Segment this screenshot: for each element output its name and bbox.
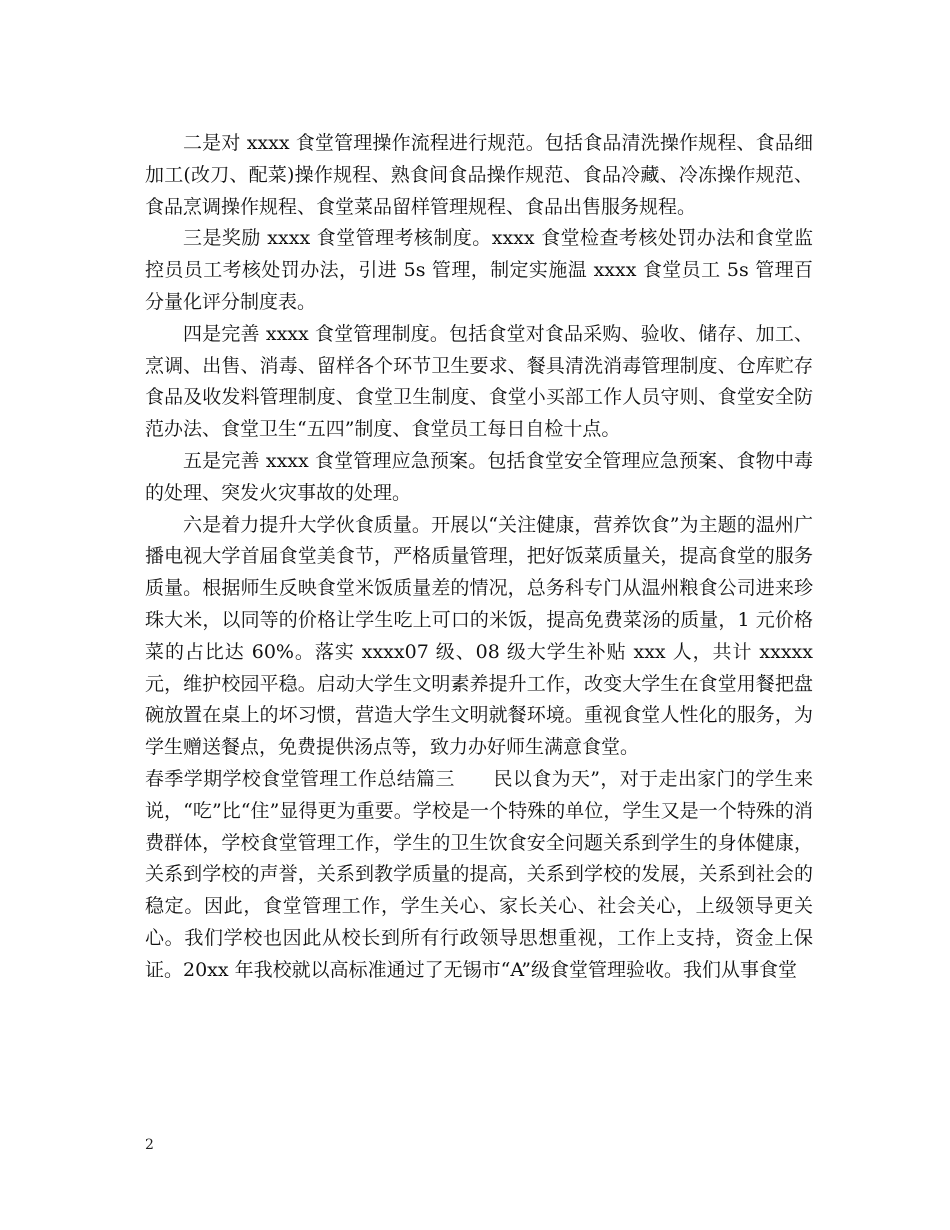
body-text	[145, 128, 813, 987]
paragraph-summary-part-three: 春季学期学校食堂管理工作总结篇三 民以食为天”，对于走出家门的学生来说，“吃”比“住”显得更为重要。学校是一个特殊的单位，学生又是一个特殊的消费群体，学校食堂管理工作，学生的卫生饮食安全问题关系到学生的身体健康，关系到学校的声誉，关系到教学质量的提高，关系到学校的发展，关系到社会的稳定。因此，食堂管理工作，学生关心、家长关心、社会关心，上级领导更关心。我们学校也因此从校长到所有行政领导思想重视，工作上支持，资金上保证。20xx 年我校就以高标准通过了无锡市“A”级食堂管理验收。我们从事食堂	[145, 767, 813, 981]
paragraph-operation-procedures: 二是对 xxxx 食堂管理操作流程进行规范。包括食品清洗操作规程、食品细加工(改刀、配菜)操作规程、熟食间食品操作规范、食品冷藏、冷冻操作规范、食品烹调操作规程、食堂菜品留样管理规程、食品出售服务规程。	[145, 132, 813, 218]
paragraph-assessment-system: 三是奖励 xxxx 食堂管理考核制度。xxxx 食堂检查考核处罚办法和食堂监控员员工考核处罚办法，引进 5s 管理，制定实施温 xxxx 食堂员工 5s 管理百分量化评分制度表。	[145, 227, 813, 313]
paragraph-management-rules: 四是完善 xxxx 食堂管理制度。包括食堂对食品采购、验收、储存、加工、烹调、出售、消毒、留样各个环节卫生要求、餐具清洗消毒管理制度、仓库贮存食品及收发料管理制度、食堂卫生制度、食堂小买部工作人员守则、食堂安全防范办法、食堂卫生“五四”制度、食堂员工每日自检十点。	[145, 322, 813, 441]
paragraph-food-quality: 六是着力提升大学伙食质量。开展以“关注健康，营养饮食”为主题的温州广播电视大学首届食堂美食节，严格质量管理，把好饭菜质量关，提高食堂的服务质量。根据师生反映食堂米饭质量差的情况，总务科专门从温州粮食公司进来珍珠大米，以同等的价格让学生吃上可口的米饭，提高免费菜汤的质量，1 元价格菜的占比达 60%。落实 xxxx07 级、08 级大学生补贴 xxx 人，共计 xxxxx 元，维护校园平稳。启动大学生文明素养提升工作，改变大学生在食堂用餐把盘碗放置在桌上的坏习惯，营造大学生文明就餐环境。重视食堂人性化的服务，为学生赠送餐点，免费提供汤点等，致力办好师生满意食堂。	[145, 513, 813, 759]
paragraph-emergency-plan: 五是完善 xxxx 食堂管理应急预案。包括食堂安全管理应急预案、食物中毒的处理、突发火灾事故的处理。	[145, 449, 813, 504]
page-number: 2	[145, 1137, 154, 1153]
